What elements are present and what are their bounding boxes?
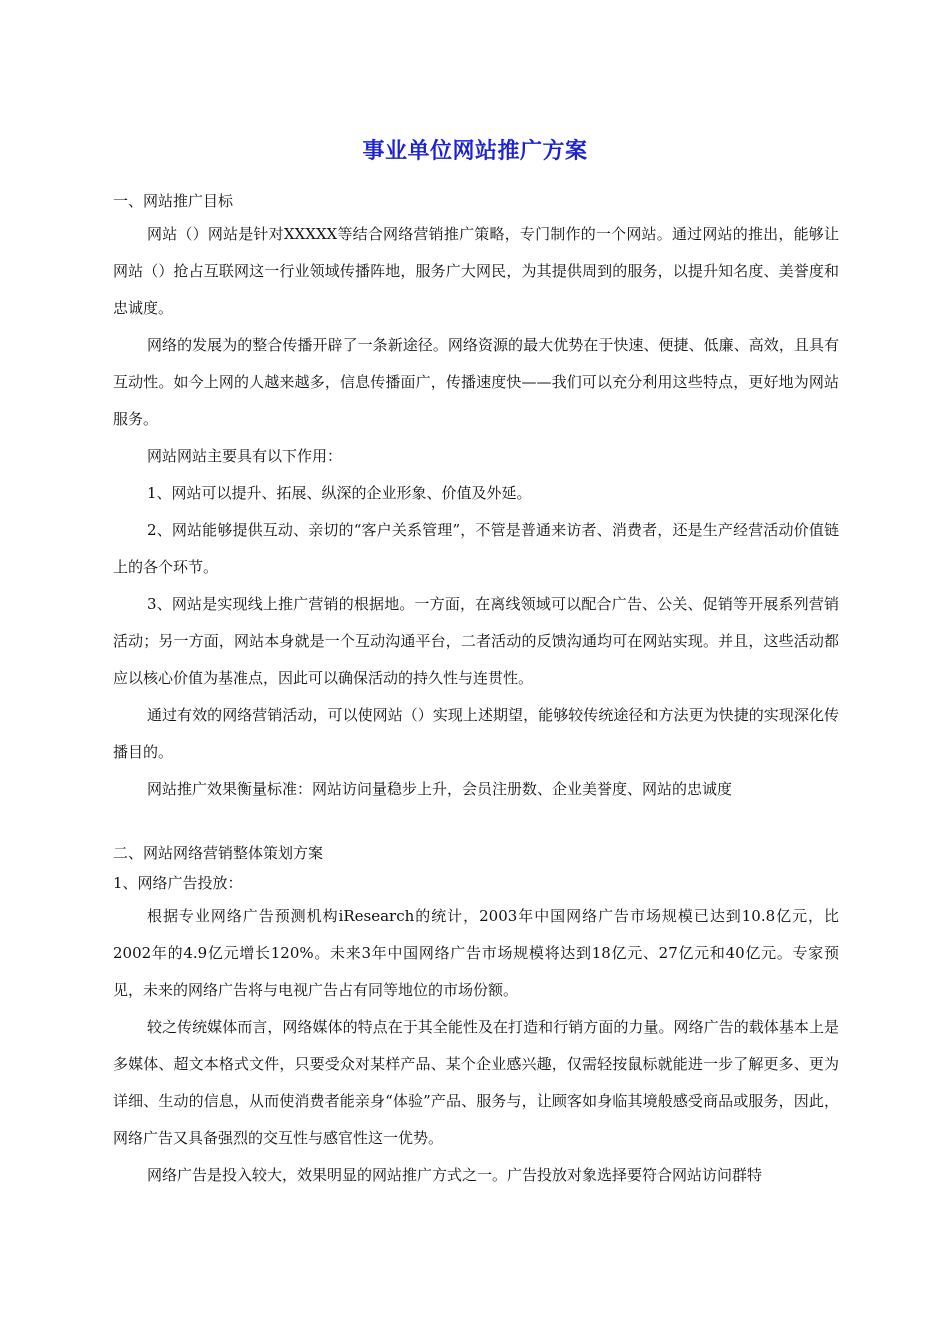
- paragraph: 通过有效的网络营销活动，可以使网站（）实现上述期望，能够较传统途径和方法更为快捷的实现深化传播目的。: [113, 706, 839, 761]
- list-item: 3、网站是实现线上推广营销的根据地。一方面，在离线领域可以配合广告、公关、促销等开展系列营销活动；另一方面，网站本身就是一个互动沟通平台，二者活动的反馈沟通均可在网站实现。并且，这些活动都应以核心价值为基准点，因此可以确保活动的持久性与连贯性。: [113, 595, 839, 687]
- section-heading-goals: 一、网站推广目标: [113, 192, 234, 210]
- section-spacer: [113, 808, 839, 838]
- list-item: 1、网站可以提升、拓展、纵深的企业形象、价值及外延。: [147, 484, 532, 502]
- paragraph: 网站推广效果衡量标准：网站访问量稳步上升，会员注册数、企业美誉度、网站的忠诚度: [147, 780, 733, 798]
- paragraph: 网络的发展为的整合传播开辟了一条新途径。网络资源的最大优势在于快速、便捷、低廉、高效，且具有互动性。如今上网的人越来越多，信息传播面广，传播速度快——我们可以充分利用这些特点，更好地为网站服务。: [113, 336, 839, 428]
- paragraph: 网站（）网站是针对XXXXX等结合网络营销推广策略，专门制作的一个网站。通过网站的推出，能够让网站（）抢占互联网这一行业领域传播阵地，服务广大网民，为其提供周到的服务，以提升知名度、美誉度和忠诚度。: [113, 225, 839, 317]
- document-title: 事业单位网站推广方案: [362, 139, 588, 164]
- paragraph: 根据专业网络广告预测机构iResearch的统计，2003年中国网络广告市场规模已达到10.8亿元，比2002年的4.9亿元增长120%。未来3年中国网络广告市场规模将达到18亿元、27亿元和40亿元。专家预见，未来的网络广告将与电视广告占有同等地位的市场份额。: [113, 907, 839, 999]
- list-item: 2、网站能够提供互动、亲切的“客户关系管理”，不管是普通来访者、消费者，还是生产经营活动价值链上的各个环节。: [113, 521, 839, 576]
- paragraph: 较之传统媒体而言，网络媒体的特点在于其全能性及在打造和行销方面的力量。网络广告的载体基本上是多媒体、超文本格式文件，只要受众对某样产品、某个企业感兴趣，仅需轻按鼠标就能进一步了解更多、更为详细、生动的信息，从而使消费者能亲身“体验”产品、服务与，让顾客如身临其境般感受商品或服务，因此，网络广告又具备强烈的交互性与感官性这一优势。: [113, 1018, 839, 1147]
- section-heading-plan: 二、网站网络营销整体策划方案: [113, 844, 324, 862]
- document-body: [113, 186, 839, 1194]
- subsection-heading-ads: 1、网络广告投放：: [113, 874, 243, 892]
- paragraph: 网站网站主要具有以下作用：: [147, 447, 343, 465]
- paragraph: 网络广告是投入较大，效果明显的网站推广方式之一。广告投放对象选择要符合网站访问群特: [147, 1166, 763, 1184]
